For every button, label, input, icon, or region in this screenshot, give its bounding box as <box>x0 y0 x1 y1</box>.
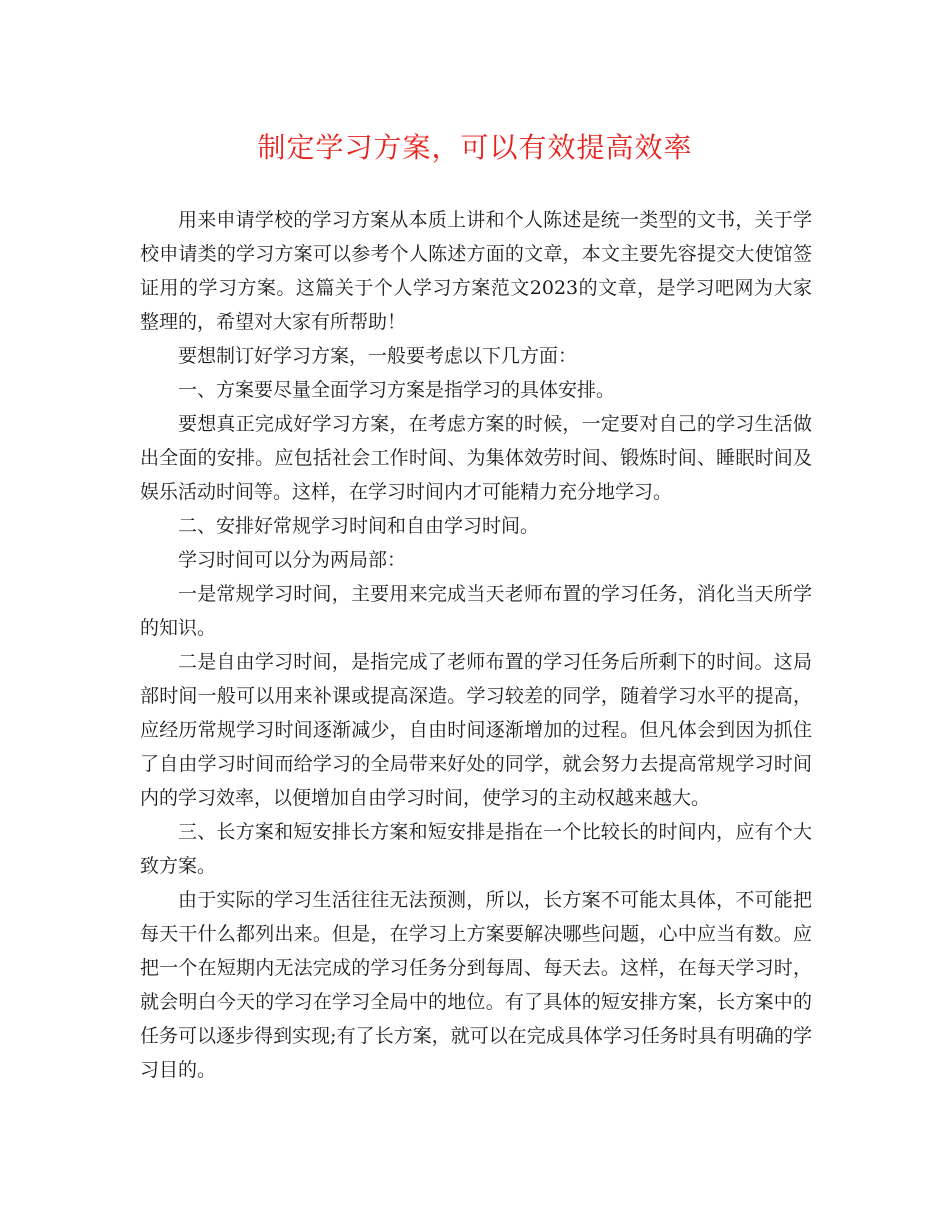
paragraph-section-2-heading: 二、安排好常规学习时间和自由学习时间。 <box>178 515 540 537</box>
paragraph-section-1-body: 要想真正完成好学习方案，在考虑方案的时候，一定要对自己的学习生活做出全面的安排。应包括社会工作时间、为集体效劳时间、锻炼时间、睡眠时间及娱乐活动时间等。这样，在学习时间内才可能精力充分地学习。 <box>140 413 812 503</box>
document-body <box>140 203 812 1087</box>
paragraph-regular-time: 一是常规学习时间，主要用来完成当天老师布置的学习任务，消化当天所学的知识。 <box>140 583 812 639</box>
paragraph-section-2-lead: 学习时间可以分为两局部： <box>178 549 407 571</box>
paragraph-aspects-lead: 要想制订好学习方案，一般要考虑以下几方面： <box>178 345 578 367</box>
paragraph-section-3-heading: 三、长方案和短安排长方案和短安排是指在一个比较长的时间内，应有个大致方案。 <box>140 821 812 877</box>
paragraph-section-3-body: 由于实际的学习生活往往无法预测，所以，长方案不可能太具体，不可能把每天干什么都列出来。但是，在学习上方案要解决哪些问题，心中应当有数。应把一个在短期内无法完成的学习任务分到每周、每天去。这样，在每天学习时，就会明白今天的学习在学习全局中的地位。有了具体的短安排方案，长方案中的任务可以逐步得到实现;有了长方案，就可以在完成具体学习任务时具有明确的学习目的。 <box>140 889 812 1081</box>
paragraph-section-1-heading: 一、方案要尽量全面学习方案是指学习的具体安排。 <box>178 379 616 401</box>
paragraph-intro: 用来申请学校的学习方案从本质上讲和个人陈述是统一类型的文书，关于学校申请类的学习方案可以参考个人陈述方面的文章，本文主要先容提交大使馆签证用的学习方案。这篇关于个人学习方案范文2023的文章，是学习吧网为大家整理的，希望对大家有所帮助！ <box>140 209 812 333</box>
document-title: 制定学习方案，可以有效提高效率 <box>257 131 693 164</box>
paragraph-free-time: 二是自由学习时间，是指完成了老师布置的学习任务后所剩下的时间。这局部时间一般可以用来补课或提高深造。学习较差的同学，随着学习水平的提高，应经历常规学习时间逐渐减少，自由时间逐渐增加的过程。但凡体会到因为抓住了自由学习时间而给学习的全局带来好处的同学，就会努力去提高常规学习时间内的学习效率，以便增加自由学习时间，使学习的主动权越来越大。 <box>140 651 812 809</box>
